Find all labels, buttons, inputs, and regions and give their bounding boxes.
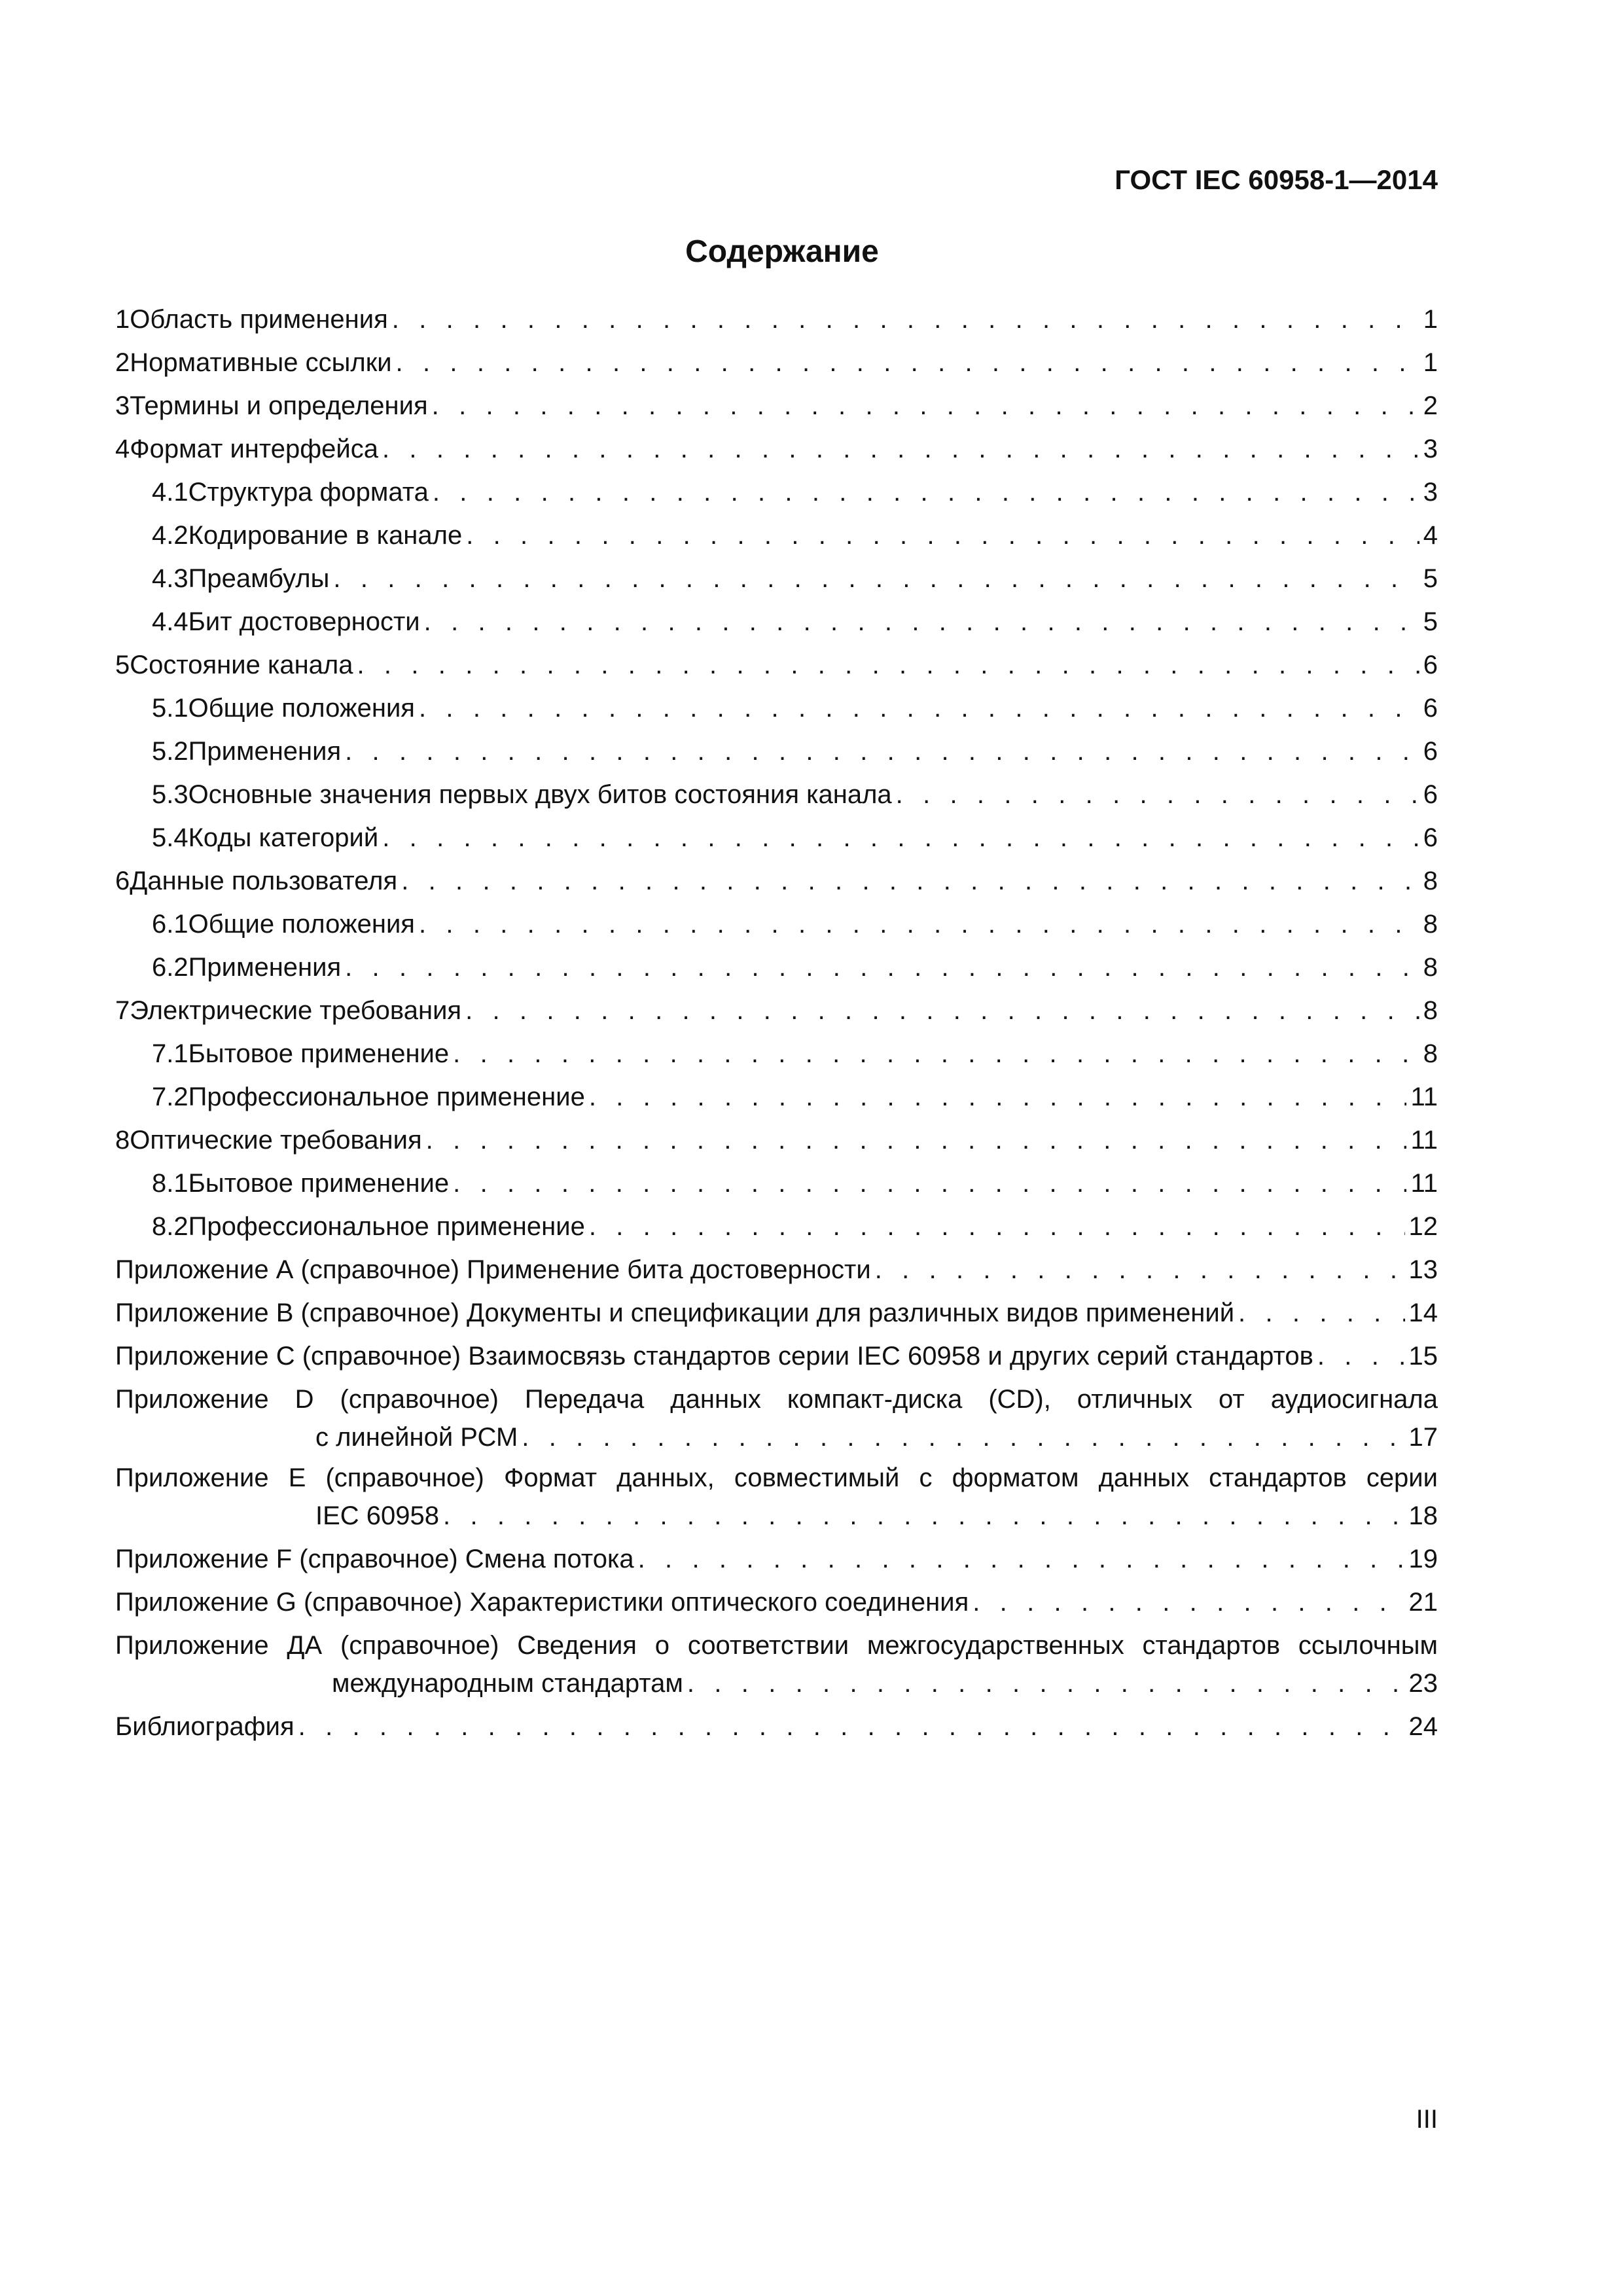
toc-entry-title-line-1: Приложение D (справочное) Передача данных компакт-диска (CD), отличных от аудиосигнала xyxy=(115,1385,1438,1414)
toc-page-number: 5 xyxy=(1423,607,1438,636)
toc-entry-title: Применения xyxy=(188,737,342,766)
toc-entry-bibliography[interactable] xyxy=(115,1705,1438,1748)
toc-entry-2[interactable]: 2 Нормативные ссылки . . . 1 xyxy=(115,341,1438,384)
toc-entry-8-2[interactable]: 8.2 Профессиональное применение . . . 12 xyxy=(115,1205,1438,1248)
toc-entry-title: Приложение В (справочное) Документы и спецификации для различных видов применений xyxy=(115,1299,1235,1327)
toc-page-number: 12 xyxy=(1408,1212,1438,1241)
dot-leader xyxy=(522,1418,1404,1456)
toc-entry-7[interactable]: 7 Электрические требования . . . 8 xyxy=(115,989,1438,1032)
toc-entry-appendix-c[interactable] xyxy=(115,1335,1438,1378)
toc-entry-5-2[interactable]: 5.2 Применения . . . 6 xyxy=(115,730,1438,773)
toc-entry-6-1[interactable]: 6.1 Общие положения . . . 8 xyxy=(115,903,1438,946)
toc-entry-title: Нормативные ссылки xyxy=(130,348,392,377)
dot-leader xyxy=(392,298,1419,341)
toc-entry-5[interactable]: 5 Состояние канала . . . 6 xyxy=(115,643,1438,687)
toc-entry-title-line-1: Приложение Е (справочное) Формат данных, совместимый с форматом данных стандартов серии xyxy=(115,1463,1438,1492)
toc-entry-title: Электрические требования xyxy=(130,996,462,1025)
toc-entry-title: Состояние канала xyxy=(130,651,353,679)
toc-title: Содержание xyxy=(685,234,879,269)
dot-leader xyxy=(687,1664,1405,1702)
toc-entry-title: Профессиональное применение xyxy=(188,1212,585,1241)
toc-page-number: 8 xyxy=(1423,953,1438,982)
toc-entry-appendix-a[interactable] xyxy=(115,1248,1438,1291)
toc-page-number: 4 xyxy=(1423,521,1438,550)
toc-page-number: 6 xyxy=(1423,694,1438,723)
toc-entry-title: Структура формата xyxy=(188,478,429,507)
toc-page-number: 8 xyxy=(1423,867,1438,895)
toc-page-number: 13 xyxy=(1408,1255,1438,1284)
dot-leader xyxy=(401,859,1419,903)
dot-leader xyxy=(345,730,1419,773)
toc-page-number: 3 xyxy=(1423,435,1438,463)
toc-page-number: 14 xyxy=(1408,1299,1438,1327)
toc-entry-appendix-f[interactable] xyxy=(115,1537,1438,1581)
dot-leader xyxy=(638,1537,1405,1581)
dot-leader xyxy=(419,687,1419,730)
table-of-contents xyxy=(115,298,1438,1748)
dot-leader xyxy=(345,946,1419,989)
toc-entry-title: Применения xyxy=(188,953,342,982)
dot-leader xyxy=(875,1248,1405,1291)
dot-leader xyxy=(298,1705,1405,1748)
toc-page-number: 11 xyxy=(1410,1169,1438,1198)
toc-entry-title: Основные значения первых двух битов состояния канала xyxy=(188,780,892,809)
toc-entry-title: Преамбулы xyxy=(188,564,330,593)
toc-entry-title: Коды категорий xyxy=(188,823,379,852)
toc-entry-appendix-da[interactable] xyxy=(115,1626,1438,1702)
toc-entry-title-line-1: Приложение ДА (справочное) Сведения о соответствии межгосударственных стандартов ссылочным xyxy=(115,1631,1438,1660)
dot-leader xyxy=(382,816,1419,859)
toc-page-number: 1 xyxy=(1423,348,1438,377)
dot-leader xyxy=(589,1075,1407,1119)
toc-entry-4[interactable]: 4 Формат интерфейса . . . 3 xyxy=(115,427,1438,471)
toc-page-number: 5 xyxy=(1423,564,1438,593)
dot-leader xyxy=(396,341,1419,384)
toc-entry-title: Общие положения xyxy=(188,694,415,723)
toc-entry-title: Область применения xyxy=(130,305,388,334)
toc-page-number: 8 xyxy=(1423,910,1438,939)
toc-entry-7-1[interactable]: 7.1 Бытовое применение . . . 8 xyxy=(115,1032,1438,1075)
toc-page-number: 6 xyxy=(1423,651,1438,679)
toc-page-number: 18 xyxy=(1408,1501,1438,1530)
toc-page-number: 19 xyxy=(1408,1545,1438,1573)
toc-page-number: 15 xyxy=(1408,1342,1438,1371)
toc-entry-title: Приложение F (справочное) Смена потока xyxy=(115,1545,634,1573)
toc-entry-title-line-2: с линейной РСМ xyxy=(315,1423,518,1452)
dot-leader xyxy=(424,600,1419,643)
toc-entry-4-3[interactable]: 4.3 Преамбулы . . . 5 xyxy=(115,557,1438,600)
toc-page-number: 6 xyxy=(1423,737,1438,766)
toc-page-number: 8 xyxy=(1423,996,1438,1025)
toc-entry-title-line-2: международным стандартам xyxy=(332,1669,683,1698)
dot-leader xyxy=(589,1205,1405,1248)
toc-entry-title: Оптические требования xyxy=(130,1126,422,1155)
toc-entry-appendix-d[interactable] xyxy=(115,1380,1438,1456)
toc-entry-7-2[interactable]: 7.2 Профессиональное применение . . . 11 xyxy=(115,1075,1438,1119)
toc-entry-4-4[interactable]: 4.4 Бит достоверности . . . 5 xyxy=(115,600,1438,643)
dot-leader xyxy=(357,643,1419,687)
dot-leader xyxy=(453,1032,1419,1075)
dot-leader xyxy=(333,557,1419,600)
toc-entry-title: Термины и определения xyxy=(130,391,428,420)
toc-entry-5-4[interactable]: 5.4 Коды категорий . . . 6 xyxy=(115,816,1438,859)
toc-entry-5-1[interactable]: 5.1 Общие положения . . . 6 xyxy=(115,687,1438,730)
dot-leader xyxy=(382,427,1419,471)
toc-page-number: 23 xyxy=(1408,1669,1438,1698)
toc-page-number: 24 xyxy=(1408,1712,1438,1741)
toc-page-number: 21 xyxy=(1408,1588,1438,1617)
toc-entry-title: Общие положения xyxy=(188,910,415,939)
dot-leader xyxy=(432,384,1419,427)
dot-leader xyxy=(443,1497,1404,1535)
toc-entry-6-2[interactable]: 6.2 Применения . . . 8 xyxy=(115,946,1438,989)
toc-page-number: 6 xyxy=(1423,780,1438,809)
toc-page-number: 17 xyxy=(1408,1423,1438,1452)
toc-entry-8[interactable]: 8 Оптические требования . . . 11 xyxy=(115,1119,1438,1162)
toc-entry-title-line-2: IEC 60958 xyxy=(315,1501,440,1530)
toc-page-number: 2 xyxy=(1423,391,1438,420)
dot-leader xyxy=(426,1119,1407,1162)
toc-entry-1[interactable]: 1 Область применения . . . 1 xyxy=(115,298,1438,341)
toc-entry-title: Кодирование в канале xyxy=(188,521,463,550)
dot-leader xyxy=(419,903,1419,946)
toc-entry-appendix-b[interactable] xyxy=(115,1291,1438,1335)
toc-page-number: 8 xyxy=(1423,1039,1438,1068)
toc-entry-8-1[interactable]: 8.1 Бытовое применение . . . 11 xyxy=(115,1162,1438,1205)
dot-leader xyxy=(972,1581,1404,1624)
toc-page-number: 11 xyxy=(1410,1126,1438,1155)
toc-entry-title: Приложение А (справочное) Применение бита достоверности xyxy=(115,1255,871,1284)
toc-entry-title: Профессиональное применение xyxy=(188,1083,585,1111)
toc-entry-3[interactable]: 3 Термины и определения . . . 2 xyxy=(115,384,1438,427)
document-code: ГОСТ IEC 60958-1—2014 xyxy=(1115,164,1438,195)
toc-page-number: 11 xyxy=(1410,1083,1438,1111)
toc-entry-title: Библиография xyxy=(115,1712,294,1741)
toc-page-number: 3 xyxy=(1423,478,1438,507)
toc-entry-title: Приложение С (справочное) Взаимосвязь стандартов серии IEC 60958 и других серий стандартов xyxy=(115,1342,1313,1371)
dot-leader xyxy=(433,471,1419,514)
dot-leader xyxy=(1238,1291,1404,1335)
dot-leader xyxy=(1317,1335,1405,1378)
toc-entry-title: Бытовое применение xyxy=(188,1169,450,1198)
toc-entry-title: Формат интерфейса xyxy=(130,435,378,463)
toc-entry-4-2[interactable]: 4.2 Кодирование в канале . . . 4 xyxy=(115,514,1438,557)
dot-leader xyxy=(466,514,1419,557)
toc-page-number: 1 xyxy=(1423,305,1438,334)
toc-entry-appendix-e[interactable] xyxy=(115,1459,1438,1535)
toc-entry-5-3[interactable]: 5.3 Основные значения первых двух битов состояния канала . . . 6 xyxy=(115,773,1438,816)
toc-entry-6[interactable]: 6 Данные пользователя . . . 8 xyxy=(115,859,1438,903)
toc-entry-title: Бытовое применение xyxy=(188,1039,450,1068)
dot-leader xyxy=(453,1162,1406,1205)
toc-entry-appendix-g[interactable] xyxy=(115,1581,1438,1624)
toc-entry-4-1[interactable]: 4.1 Структура формата . . . 3 xyxy=(115,471,1438,514)
dot-leader xyxy=(465,989,1419,1032)
page-number: III xyxy=(1416,2105,1438,2134)
toc-entry-title: Данные пользователя xyxy=(130,867,398,895)
toc-entry-title: Бит достоверности xyxy=(188,607,420,636)
toc-page-number: 6 xyxy=(1423,823,1438,852)
dot-leader xyxy=(896,773,1419,816)
toc-entry-title: Приложение G (справочное) Характеристики оптического соединения xyxy=(115,1588,969,1617)
